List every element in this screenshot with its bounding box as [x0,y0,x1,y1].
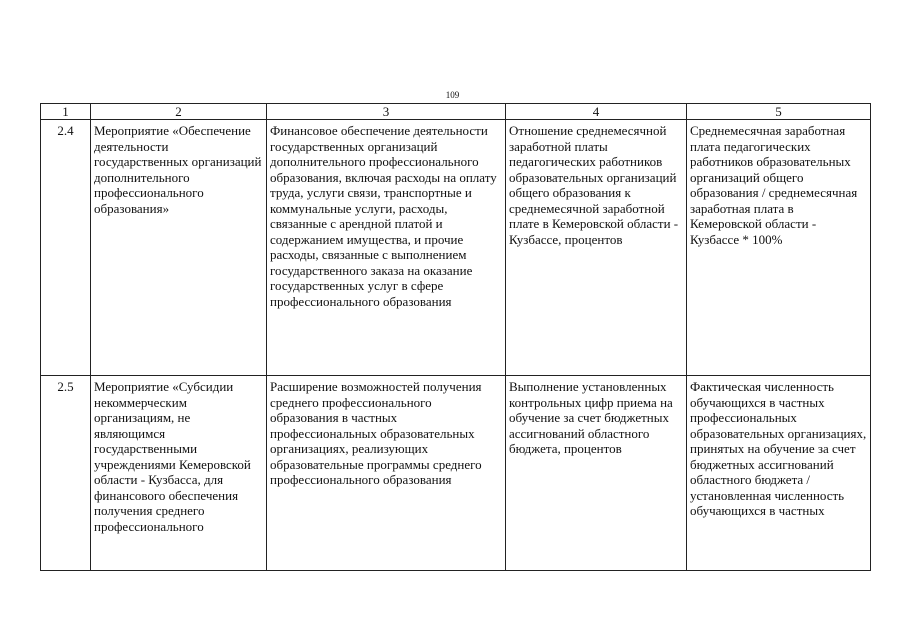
table-row [41,376,871,571]
indicator-cell: Отношение среднемесячной заработной платы педагогических работников образовательных организаций общего образования к среднемесячной заработной плате в Кемеровской области - Кузбассе, процентов [506,120,687,376]
formula-cell: Фактическая численность обучающихся в частных профессиональных образовательных организациях, принятых на обучение за счет бюджетных ассигнований областного бюджета / установленная численность обучающихся в частных [687,376,871,571]
row-number-cell: 2.5 [41,376,91,571]
event-name-cell: Мероприятие «Обеспечение деятельности государственных организаций дополнительного профессионального образования» [91,120,267,376]
column-header: 1 [41,104,91,120]
column-header: 2 [91,104,267,120]
column-header: 4 [506,104,687,120]
table-row [41,120,871,376]
page-number: 109 [445,90,460,100]
table-header-row [41,104,871,120]
event-name-cell: Мероприятие «Субсидии некоммерческим организациям, не являющимся государственными учреждениями Кемеровской области - Кузбасса, для финансового обеспечения получения среднего профессионального [91,376,267,571]
indicator-cell: Выполнение установленных контрольных цифр приема на обучение за счет бюджетных ассигнований областного бюджета, процентов [506,376,687,571]
column-header: 5 [687,104,871,120]
formula-cell: Среднемесячная заработная плата педагогических работников образовательных организаций общего образования / среднемесячная заработная плата в Кемеровской области - Кузбассе * 100% [687,120,871,376]
event-description-cell: Расширение возможностей получения среднего профессионального образования в частных профессиональных образовательных организациях, реализующих образовательные программы среднего профессионального образования [267,376,506,571]
program-table [40,103,871,571]
event-description-cell: Финансовое обеспечение деятельности государственных организаций дополнительного профессионального образования, включая расходы на оплату труда, услуги связи, транспортные и коммунальные услуги, расходы, связанные с арендной платой и содержанием имущества, и прочие расходы, связанные с выполнением государственного заказа на оказание государственных услуг в сфере профессионального образования [267,120,506,376]
row-number-cell: 2.4 [41,120,91,376]
column-header: 3 [267,104,506,120]
